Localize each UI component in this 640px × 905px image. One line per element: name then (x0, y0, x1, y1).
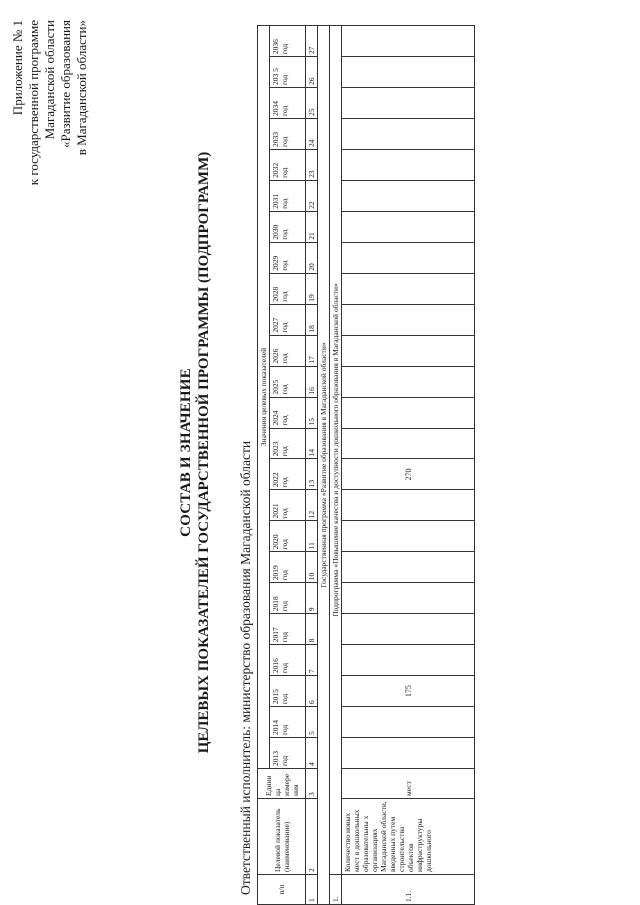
col-number: 20 (306, 242, 318, 273)
col-number: 12 (306, 490, 318, 521)
value-cell (342, 521, 475, 552)
col-number: 9 (306, 583, 318, 614)
value-cell (342, 335, 475, 366)
col-number: 13 (306, 459, 318, 490)
col-number: 21 (306, 211, 318, 242)
value-cell (342, 88, 475, 119)
col-number: 27 (306, 26, 318, 57)
col-number: 26 (306, 57, 318, 88)
appendix-line-2: к государственной программе (26, 20, 41, 186)
appendix-line-4: «Развитие образования (58, 20, 73, 148)
program-row (318, 26, 330, 905)
value-cell (342, 366, 475, 397)
value-cell (342, 211, 475, 242)
year-cell: 2028 год (270, 273, 306, 304)
subprogram-row (330, 26, 342, 905)
value-cell (342, 26, 475, 57)
col-number: 16 (306, 366, 318, 397)
year-cell: 2018 год (270, 583, 306, 614)
col-number: 18 (306, 304, 318, 335)
row-num: 1.1. (342, 875, 475, 905)
col-number: 25 (306, 88, 318, 119)
year-cell: 2020 год (270, 521, 306, 552)
value-cell (342, 397, 475, 428)
value-cell (342, 428, 475, 459)
value-cell-2015: 175 (342, 676, 475, 707)
value-cell (342, 552, 475, 583)
row-indicator: Количество новых мест в дошкольных образовательны х организациях Магаданской области, введенных путем строительства объектов инфраструктуры дошкольного (342, 799, 475, 875)
value-cell (342, 738, 475, 769)
value-cell (342, 149, 475, 180)
year-cell: 2026 год (270, 335, 306, 366)
document-title-line-1: СОСТАВ И ЗНАЧЕНИЕ (178, 368, 194, 537)
header-unit: Едини ца измере ния (258, 769, 306, 799)
year-cell: 2036 год (270, 26, 306, 57)
row-unit: мест (342, 769, 475, 799)
header-indicator: Целевой показатель (наименование) (258, 799, 306, 875)
responsible-executor: Ответственный исполнитель: министерство образования Магаданской области (238, 440, 253, 895)
col-number: 11 (306, 521, 318, 552)
header-num: п/п (258, 875, 306, 905)
appendix-note (10, 20, 90, 250)
year-cell: 2019 год (270, 552, 306, 583)
document-title-line-2: ЦЕЛЕВЫХ ПОКАЗАТЕЛЕЙ ГОСУДАРСТВЕННОЙ ПРОГРАММЫ (ПОДПРОГРАММ) (196, 151, 212, 754)
year-cell: 2013 год (270, 738, 306, 769)
col-number: 6 (306, 676, 318, 707)
col-number: 17 (306, 335, 318, 366)
year-cell: 2023 год (270, 428, 306, 459)
appendix-line-5: в Магаданской области» (74, 20, 89, 156)
col-number: 10 (306, 552, 318, 583)
year-cell: 2031 год (270, 180, 306, 211)
year-cell: 203 5 год (270, 57, 306, 88)
col-number: 8 (306, 614, 318, 645)
year-cell: 2015 год (270, 676, 306, 707)
value-cell (342, 57, 475, 88)
col-number: 15 (306, 397, 318, 428)
value-cell (342, 242, 475, 273)
col-number: 23 (306, 149, 318, 180)
col-number: 5 (306, 707, 318, 738)
col-number: 24 (306, 118, 318, 149)
year-cell: 2032 год (270, 149, 306, 180)
year-cell: 2021 год (270, 490, 306, 521)
value-cell (342, 273, 475, 304)
year-cell: 2033 год (270, 118, 306, 149)
year-cell: 2034 год (270, 88, 306, 119)
year-cell: 2029 год (270, 242, 306, 273)
year-cell: 2016 год (270, 645, 306, 676)
value-cell-2022: 270 (342, 459, 475, 490)
appendix-line-1: Приложение № 1 (10, 20, 25, 116)
value-cell (342, 180, 475, 211)
value-cell (342, 614, 475, 645)
year-cell: 2017 год (270, 614, 306, 645)
appendix-line-3: Магаданской области (42, 20, 57, 140)
subprogram-num: 1. (330, 875, 342, 905)
header-row-1 (258, 26, 270, 905)
value-cell (342, 583, 475, 614)
column-number-row (306, 26, 318, 905)
year-cell: 2027 год (270, 304, 306, 335)
year-cell: 2022 год (270, 459, 306, 490)
year-cell: 2024 год (270, 397, 306, 428)
year-cell: 2025 год (270, 366, 306, 397)
col-number: 4 (306, 738, 318, 769)
col-number: 22 (306, 180, 318, 211)
year-cell: 2030 год (270, 211, 306, 242)
col-number: 14 (306, 428, 318, 459)
col-number: 3 (306, 769, 318, 799)
col-number: 2 (306, 799, 318, 875)
value-cell (342, 490, 475, 521)
header-values-group: Значения целевых показателей (258, 26, 270, 769)
year-cell: 2014 год (270, 707, 306, 738)
value-cell (342, 118, 475, 149)
value-cell (342, 707, 475, 738)
indicators-table (257, 25, 475, 905)
table-row (342, 26, 475, 905)
subprogram-title: Подпрограмма «Повышение качества и доступности дошкольного образования в Магаданской области» (330, 26, 342, 875)
value-cell (342, 304, 475, 335)
col-number: 19 (306, 273, 318, 304)
col-number: 1 (306, 875, 318, 905)
value-cell (342, 645, 475, 676)
program-title: Государственная программа «Развитие образования в Магаданской области» (318, 26, 330, 905)
col-number: 7 (306, 645, 318, 676)
